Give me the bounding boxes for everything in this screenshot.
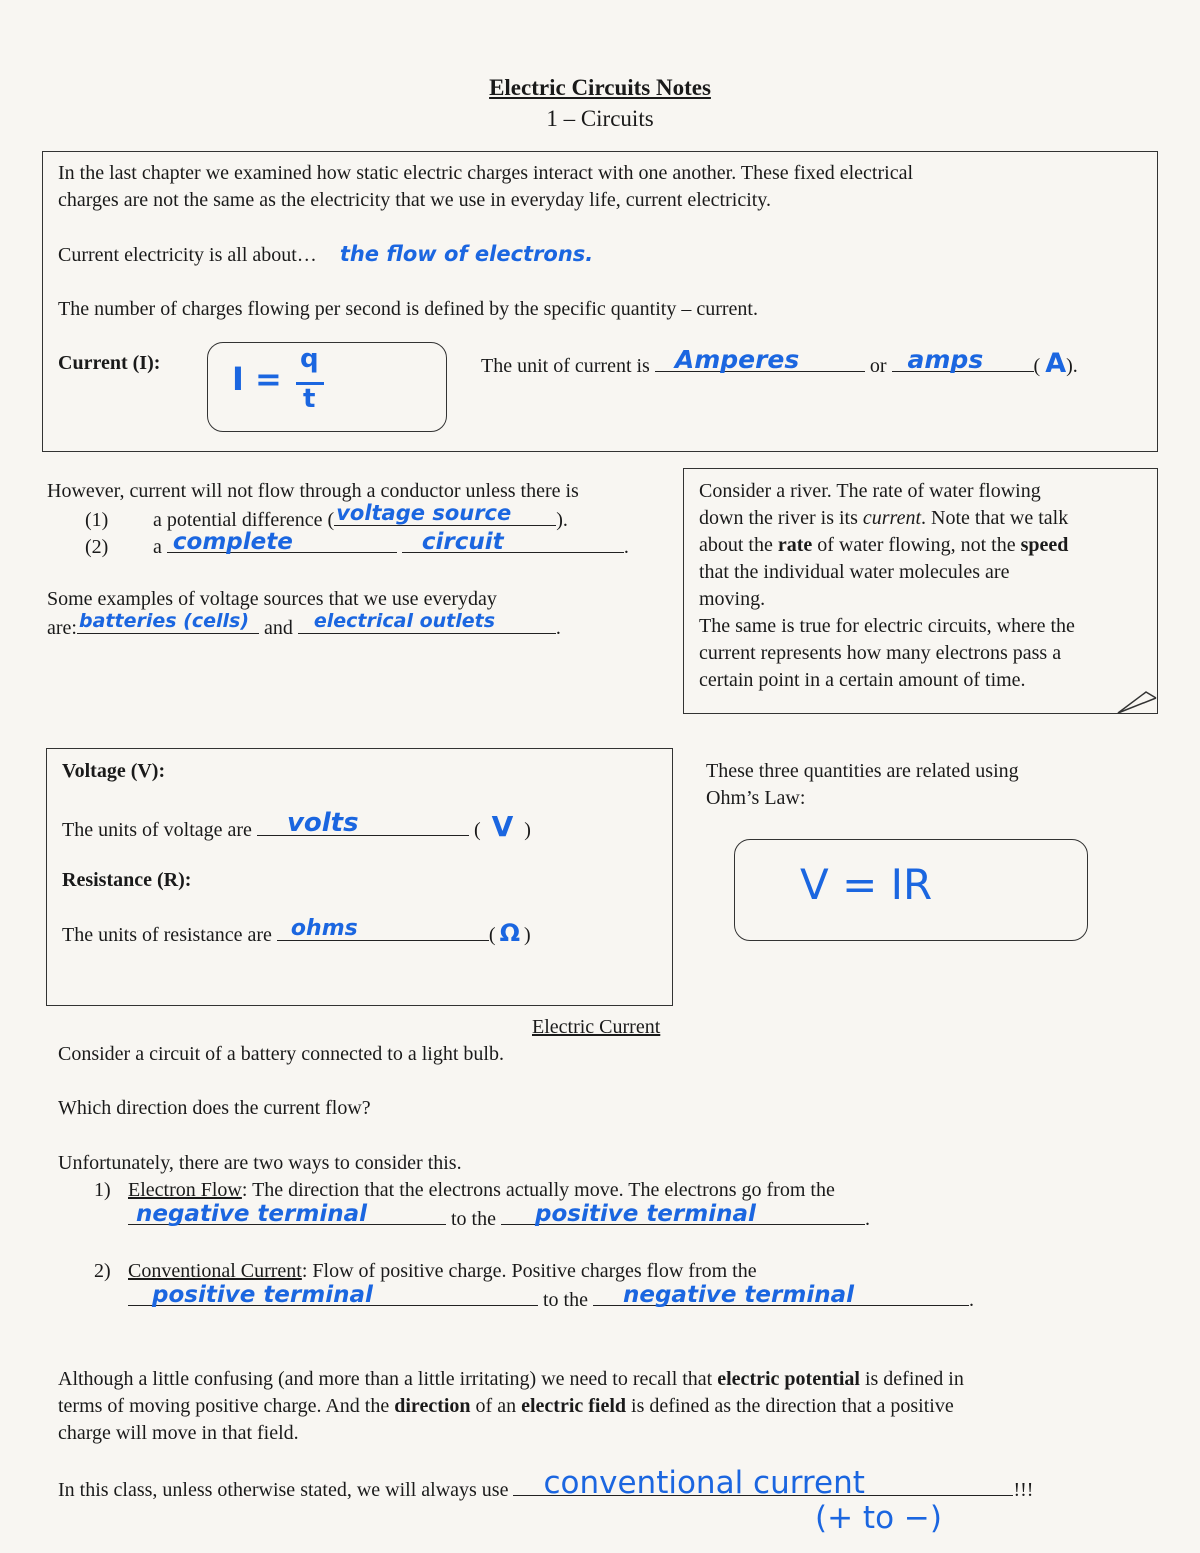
requirements-intro: However, current will not flow through a conductor unless there is (47, 480, 579, 502)
answer-positive-terminal-1: positive terminal (535, 1201, 756, 1227)
current-section-line2: Which direction does the current flow? (58, 1097, 371, 1119)
resistance-units-line: The units of resistance are ohms ( Ω ) (62, 916, 531, 947)
ohms-law-line2: Ohm’s Law: (706, 787, 806, 809)
closing-line2: terms of moving positive charge. And the direction of an electric field is defined as the direction that a positive (58, 1395, 954, 1417)
river-note-line3: about the rate of water flowing, not the speed (699, 534, 1069, 556)
river-note-line1: Consider a river. The rate of water flowing (699, 480, 1041, 502)
examples-line1: Some examples of voltage sources that we use everyday (47, 588, 497, 610)
river-note-line6: The same is true for electric circuits, where the (699, 615, 1075, 637)
answer-complete: complete (172, 529, 293, 555)
conventional-current-item: 2) Conventional Current: Flow of positive charge. Positive charges flow from the (94, 1260, 757, 1282)
current-section-line3: Unfortunately, there are two ways to consider this. (58, 1152, 462, 1174)
current-label: Current (I): (58, 352, 161, 374)
answer-circuit: circuit (421, 529, 504, 555)
intro-text-line2: charges are not the same as the electricity that we use in everyday life, current electricity. (58, 189, 772, 211)
river-note-line2: down the river is its current. Note that we talk (699, 507, 1069, 529)
formula-numerator: q (300, 344, 319, 374)
answer-ohm-symbol: Ω (499, 919, 520, 947)
river-note-line7: current represents how many electrons pass a (699, 642, 1062, 664)
voltage-units-line: The units of voltage are volts ( V ) (62, 808, 531, 843)
answer-positive-to-negative: (+ to −) (815, 1500, 942, 1536)
electric-current-heading: Electric Current (532, 1016, 661, 1038)
answer-electrical-outlets: electrical outlets (313, 610, 496, 632)
river-note-line4: that the individual water molecules are (699, 561, 1010, 583)
river-note-line8: certain point in a certain amount of time. (699, 669, 1026, 691)
conventional-current-answers: positive terminal to the negative terminal . (128, 1285, 974, 1314)
answer-voltage-source: voltage source (336, 501, 512, 525)
answer-ohms: ohms (290, 916, 358, 941)
answer-volt-symbol: V (491, 810, 514, 843)
answer-amperes: Amperes (674, 345, 800, 374)
answer-positive-terminal-2: positive terminal (152, 1282, 373, 1308)
page-subtitle: 1 – Circuits (546, 106, 654, 131)
requirement-1: (1) a potential difference ( voltage source ). (85, 501, 568, 531)
answer-amps: amps (907, 345, 984, 374)
answer-negative-terminal-1: negative terminal (136, 1201, 367, 1227)
page-title: Electric Circuits Notes (489, 75, 711, 100)
answer-negative-terminal-2: negative terminal (623, 1282, 854, 1308)
closing-line1: Although a little confusing (and more than a little irritating) we need to recall that electric potential is defined in (58, 1368, 964, 1390)
answer-batteries-cells: batteries (cells) (78, 610, 250, 632)
answer-volts: volts (286, 808, 359, 838)
formula-denominator: t (303, 384, 316, 414)
examples-line2: are: batteries (cells) and electrical outlets . (47, 610, 561, 639)
requirement-2: (2) a complete circuit . (85, 529, 629, 558)
voltage-label: Voltage (V): (62, 760, 166, 782)
charges-per-second-line: The number of charges flowing per second is defined by the specific quantity – current. (58, 298, 758, 320)
river-note-line5: moving. (699, 588, 766, 610)
ohms-law-formula: V = IR (800, 860, 933, 909)
resistance-label: Resistance (R): (62, 869, 192, 891)
closing-line3: charge will move in that field. (58, 1422, 299, 1444)
formula-current-lhs: I = (232, 360, 282, 398)
answer-ampere-symbol: A (1045, 348, 1067, 379)
electron-flow-item: 1) Electron Flow: The direction that the electrons actually move. The electrons go from the (94, 1179, 835, 1201)
ohms-law-line1: These three quantities are related using (706, 760, 1019, 782)
unit-of-current-line: The unit of current is Amperes or amps ( A). (481, 345, 1078, 379)
intro-text-line1: In the last chapter we examined how static electric charges interact with one another. These fixed electrical (58, 162, 913, 184)
answer-flow-of-electrons: the flow of electrons. (339, 242, 594, 266)
closing-line4: In this class, unless otherwise stated, we will always use conventional current !!! (58, 1465, 1034, 1501)
current-electricity-line: Current electricity is all about… the flow of electrons. (58, 242, 594, 266)
answer-conventional-current: conventional current (543, 1465, 865, 1501)
page-curl-icon (1116, 690, 1160, 716)
electron-flow-answers: negative terminal to the positive terminal . (128, 1204, 870, 1233)
current-section-line1: Consider a circuit of a battery connected to a light bulb. (58, 1043, 504, 1065)
